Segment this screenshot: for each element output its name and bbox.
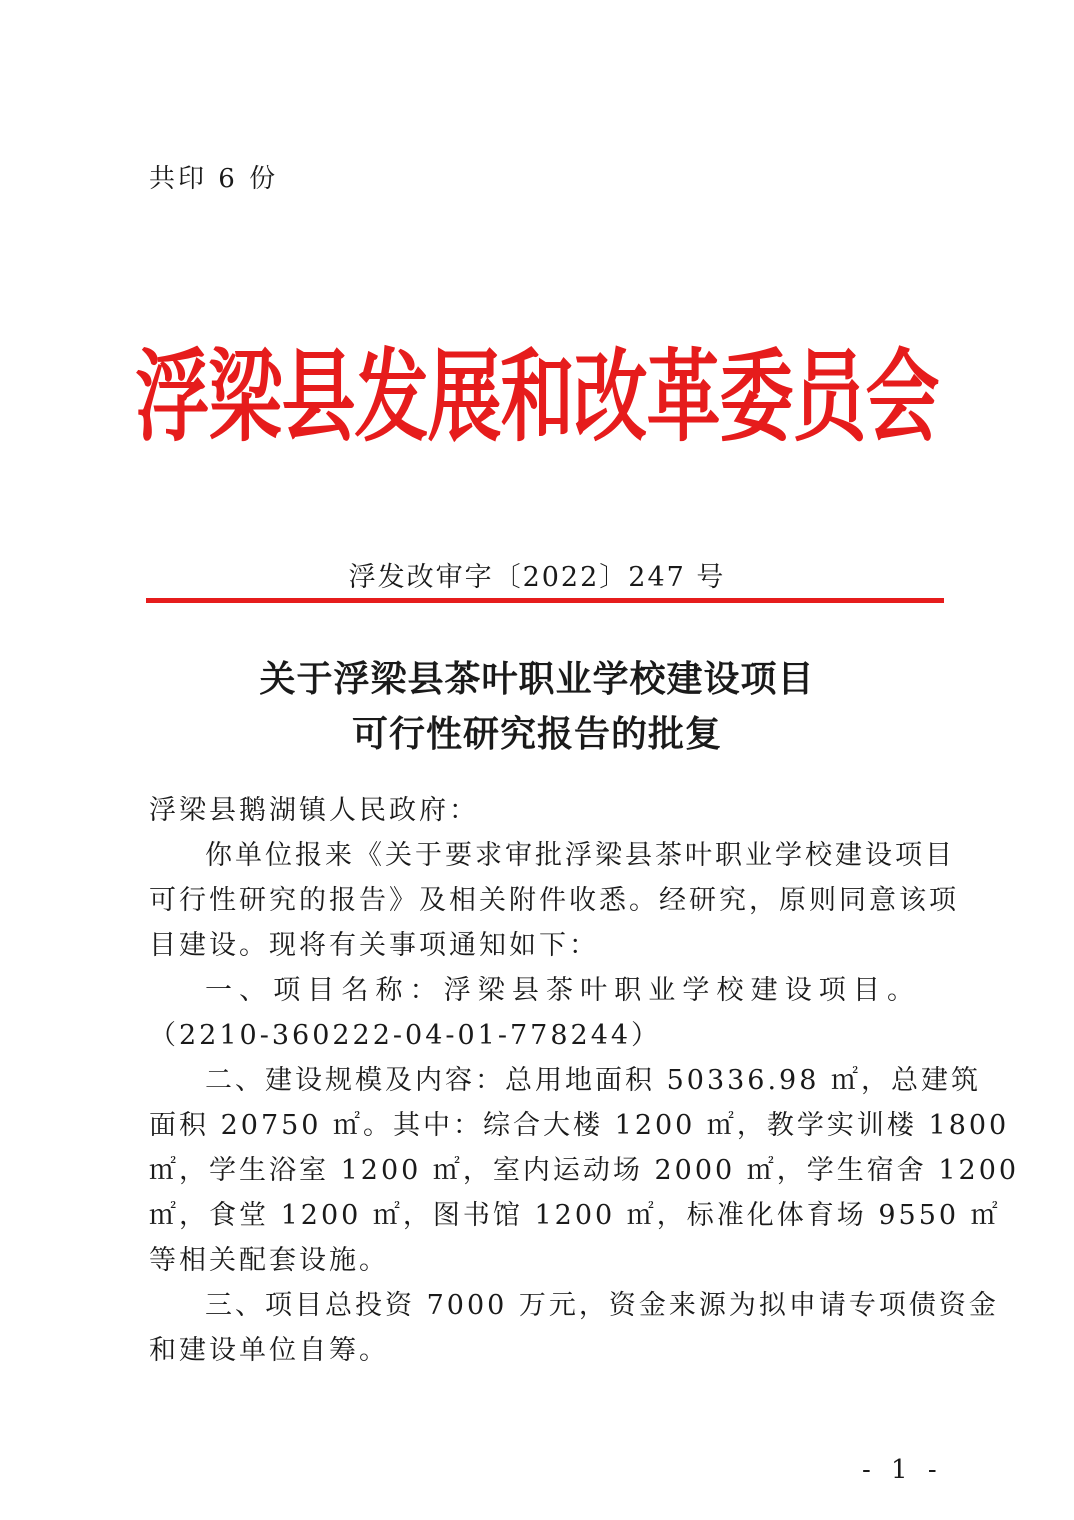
item-1-line-1: 一、项目名称：浮梁县茶叶职业学校建设项目。 (205, 975, 917, 1006)
document-title-line-1: 关于浮梁县茶叶职业学校建设项目 (259, 658, 815, 700)
copies-note: 共印 6 份 (149, 164, 279, 194)
item-3-line-1: 三、项目总投资 7000 万元，资金来源为拟申请专项债资金 (205, 1290, 999, 1321)
page-number: - 1 - (862, 1455, 943, 1485)
document-title-line-2: 可行性研究报告的批复 (351, 713, 722, 755)
document-body (149, 788, 1020, 1373)
paragraph-1-line-3: 目建设。现将有关事项通知如下： (149, 930, 599, 961)
issuing-organization-title: 浮梁县发展和改革委员会 (135, 339, 939, 456)
document-number: 浮发改审字〔2022〕247 号 (348, 562, 726, 593)
paragraph-1-line-2: 可行性研究的报告》及相关附件收悉。经研究，原则同意该项 (149, 885, 959, 916)
item-2-line-4: ㎡，食堂 1200 ㎡，图书馆 1200 ㎡，标准化体育场 9550 ㎡ (149, 1200, 1001, 1231)
paragraph-1-line-1: 你单位报来《关于要求审批浮梁县茶叶职业学校建设项目 (205, 840, 955, 871)
item-3-line-2: 和建设单位自筹。 (149, 1335, 389, 1366)
item-2-line-1: 二、建设规模及内容：总用地面积 50336.98 ㎡，总建筑 (205, 1065, 981, 1096)
item-2-line-5: 等相关配套设施。 (149, 1245, 389, 1276)
item-2-line-2: 面积 20750 ㎡。其中：综合大楼 1200 ㎡，教学实训楼 1800 (149, 1110, 1010, 1141)
addressee: 浮梁县鹅湖镇人民政府： (149, 795, 479, 826)
item-2-line-3: ㎡，学生浴室 1200 ㎡，室内运动场 2000 ㎡，学生宿舍 1200 (149, 1155, 1020, 1186)
item-1-line-2: （2210-360222-04-01-778244） (149, 1020, 662, 1051)
document-title (0, 652, 1074, 762)
red-separator-line (146, 598, 944, 603)
